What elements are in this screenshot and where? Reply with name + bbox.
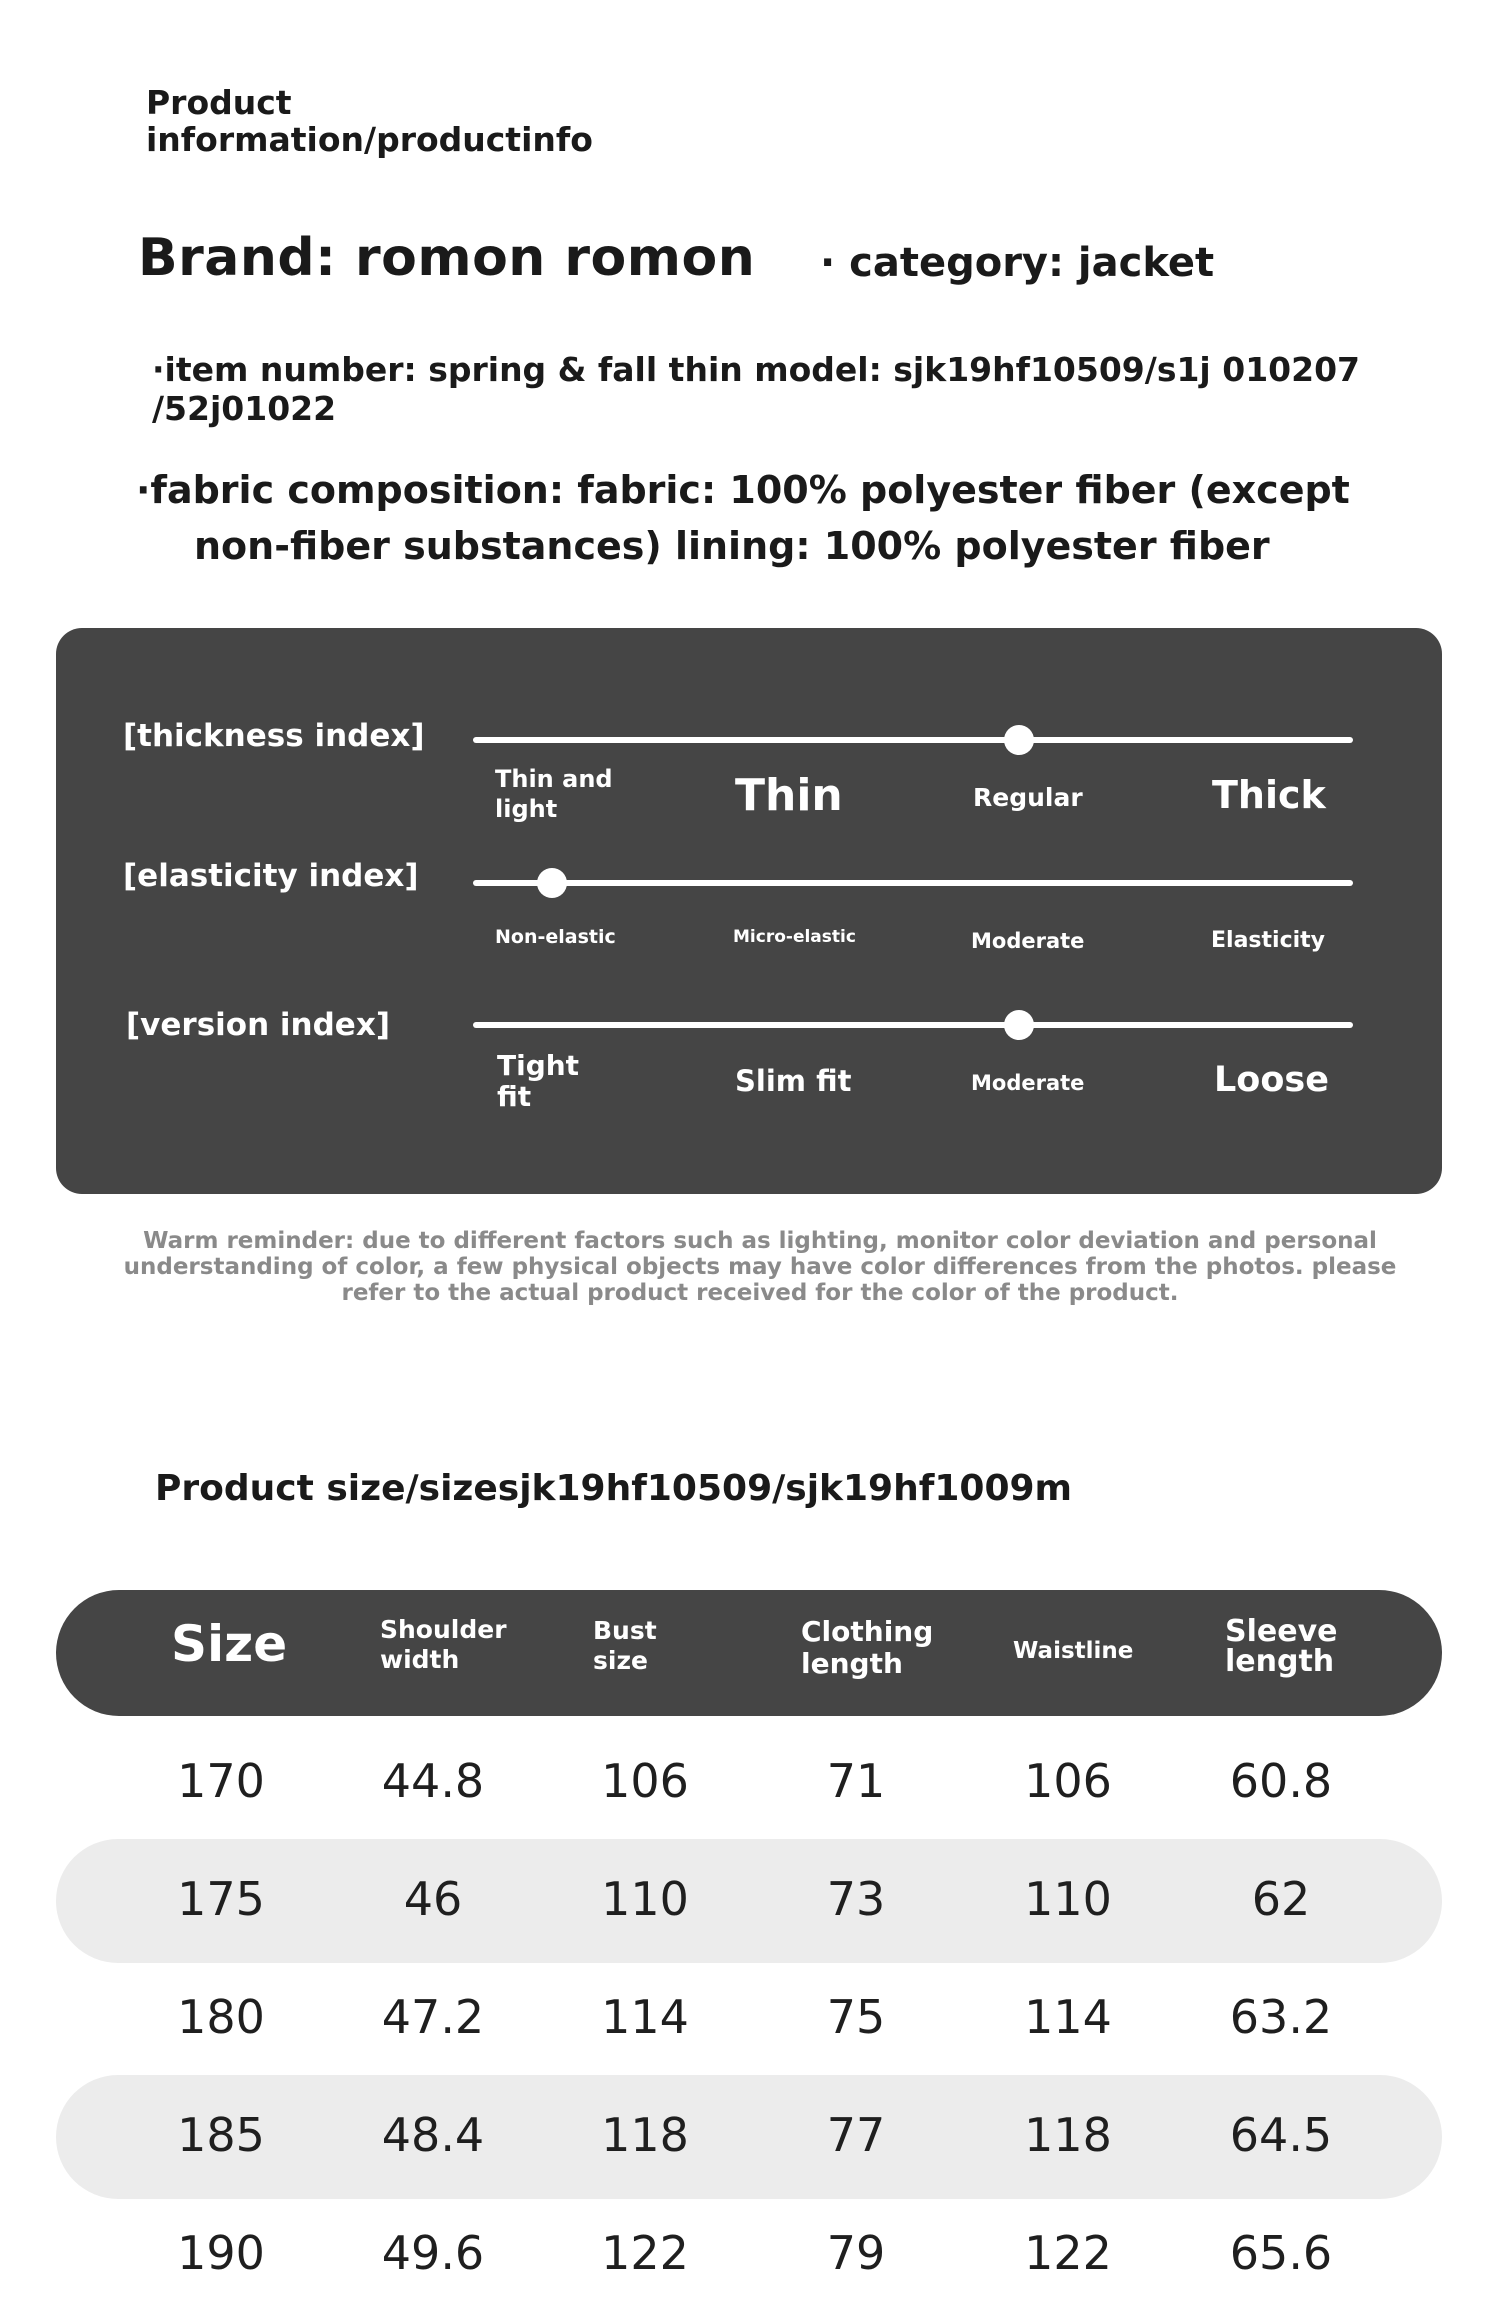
elasticity-index-label: [elasticity index] [123, 858, 419, 894]
version-index-marker [1004, 1010, 1034, 1040]
elasticity-option-non-elastic: Non-elastic [495, 926, 616, 948]
warm-reminder [120, 1228, 1400, 1306]
table-cell: 114 [601, 1990, 689, 2044]
thickness-option-thick: Thick [1212, 773, 1326, 817]
table-cell: 185 [177, 2108, 265, 2162]
header-bust-size: Bust size [593, 1616, 657, 1675]
table-cell: 110 [1024, 1872, 1112, 1926]
table-cell: 71 [826, 1754, 886, 1808]
index-panel [56, 628, 1442, 1194]
table-cell: 118 [1024, 2108, 1112, 2162]
warm-reminder-line3: refer to the actual product received for the color of the product. [341, 1280, 1179, 1306]
table-cell: 46 [403, 1872, 463, 1926]
header-sleeve-length: Sleeve length [1225, 1614, 1338, 1679]
fabric-composition-line1: ·fabric composition: fabric: 100% polyester fiber (except [136, 468, 1350, 512]
table-cell: 114 [1024, 1990, 1112, 2044]
elasticity-index-marker [537, 868, 567, 898]
table-cell: 110 [601, 1872, 689, 1926]
fabric-composition [136, 462, 1436, 574]
warm-reminder-line2: understanding of color, a few physical objects may have color differences from the photos. please [123, 1254, 1397, 1280]
item-number: ·item number: spring & fall thin model: sjk19hf10509/s1j 010207 /52j01022 [152, 350, 1360, 428]
table-cell: 75 [826, 1990, 886, 2044]
brand: Brand: romon romon [138, 228, 756, 288]
table-cell: 122 [601, 2226, 689, 2280]
header-waistline: Waistline [1013, 1638, 1134, 1664]
table-cell: 62 [1251, 1872, 1311, 1926]
table-cell: 180 [177, 1990, 265, 2044]
table-cell: 49.6 [381, 2226, 485, 2280]
thickness-index-label: [thickness index] [123, 718, 425, 754]
section-title [146, 84, 593, 158]
table-cell: 190 [177, 2226, 265, 2280]
table-cell: 63.2 [1229, 1990, 1333, 2044]
size-section-title: Product size/sizesjk19hf10509/sjk19hf1009m [155, 1468, 1073, 1509]
table-cell: 106 [1024, 1754, 1112, 1808]
table-cell: 122 [1024, 2226, 1112, 2280]
version-option-slim-fit: Slim fit [735, 1064, 852, 1098]
header-shoulder-width: Shoulder width [380, 1615, 507, 1674]
table-cell: 47.2 [381, 1990, 485, 2044]
section-title-line2: information/productinfo [146, 120, 593, 159]
table-cell: 106 [601, 1754, 689, 1808]
table-cell: 77 [826, 2108, 886, 2162]
thickness-option-regular: Regular [973, 783, 1083, 812]
version-option-tight-fit: Tight fit [497, 1049, 580, 1113]
thickness-option-thin-and-light: Thin and light [495, 765, 613, 823]
table-cell: 73 [826, 1872, 886, 1926]
thickness-index-track [473, 737, 1353, 743]
elasticity-option-micro-elastic: Micro-elastic [733, 927, 856, 947]
table-cell: 118 [601, 2108, 689, 2162]
table-cell: 48.4 [381, 2108, 485, 2162]
warm-reminder-line1: Warm reminder: due to different factors such as lighting, monitor color deviation and personal [143, 1228, 1377, 1254]
section-title-line1: Product [146, 83, 292, 122]
thickness-index-marker [1004, 725, 1034, 755]
table-cell: 60.8 [1229, 1754, 1333, 1808]
header-size: Size [171, 1615, 288, 1673]
table-cell: 170 [177, 1754, 265, 1808]
table-cell: 79 [826, 2226, 886, 2280]
version-option-moderate: Moderate [971, 1071, 1085, 1095]
header-clothing-length: Clothing length [801, 1615, 934, 1680]
category: · category: jacket [820, 240, 1215, 286]
table-cell: 175 [177, 1872, 265, 1926]
version-index-track [473, 1022, 1353, 1028]
elasticity-option-elasticity: Elasticity [1211, 928, 1326, 953]
table-cell: 64.5 [1229, 2108, 1333, 2162]
version-option-loose: Loose [1214, 1060, 1329, 1100]
thickness-option-thin: Thin [735, 770, 843, 821]
table-cell: 44.8 [381, 1754, 485, 1808]
fabric-composition-line2: non-fiber substances) lining: 100% polyester fiber [194, 524, 1270, 568]
elasticity-option-moderate: Moderate [971, 929, 1085, 953]
table-cell: 65.6 [1229, 2226, 1333, 2280]
elasticity-index-track [473, 880, 1353, 886]
version-index-label: [version index] [126, 1007, 390, 1043]
